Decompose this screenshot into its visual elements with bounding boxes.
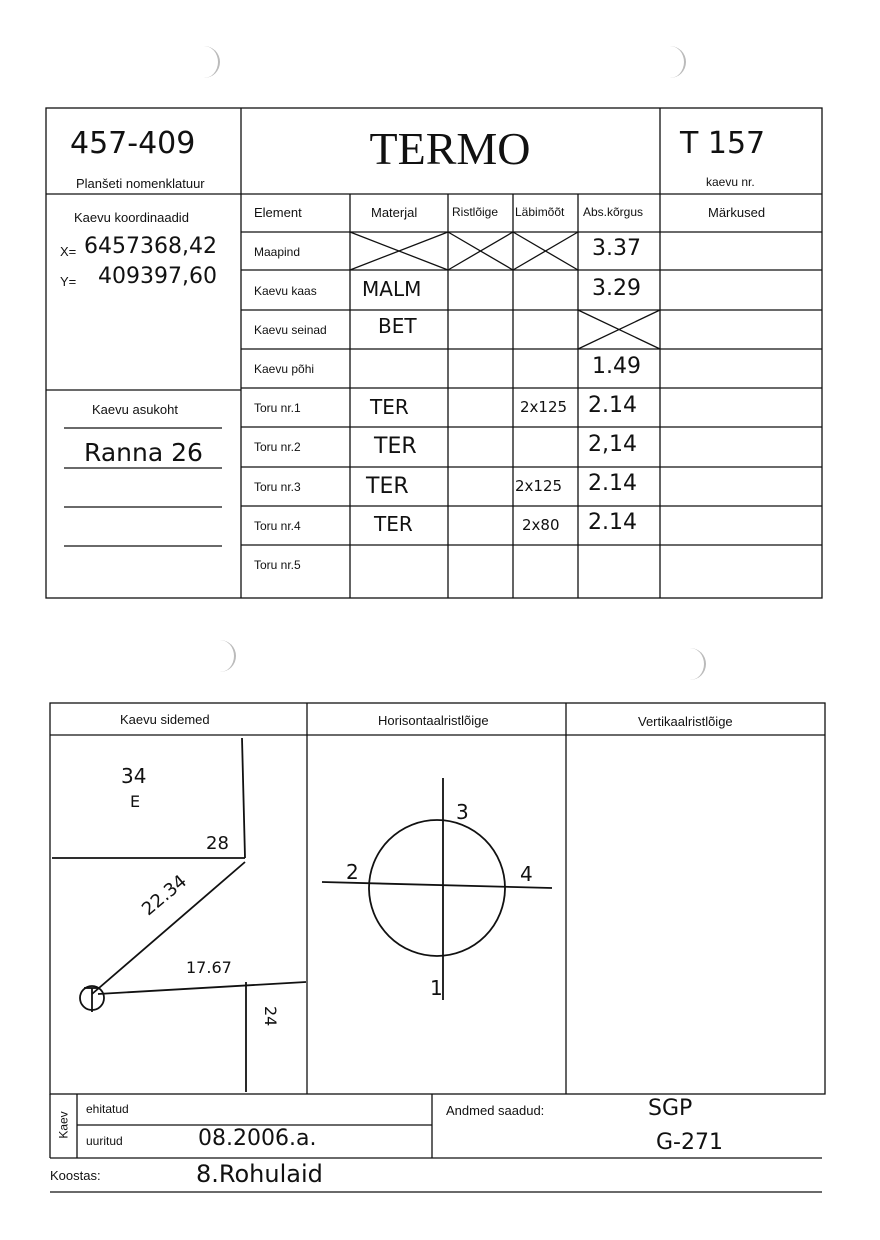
well-no-value: T 157 [680, 126, 766, 161]
horizontal-section-sketch [322, 778, 552, 1000]
row-height: 2.14 [588, 393, 637, 418]
surveyed-label: uuritud [86, 1134, 123, 1148]
row-material: TER [370, 395, 409, 419]
data-received-value-1: SGP [648, 1096, 693, 1121]
row-material: TER [366, 474, 409, 499]
row-element: Maapind [254, 245, 301, 259]
form-title: TERMO [369, 123, 531, 174]
pipe-label-3: 3 [456, 800, 469, 824]
header-section: Ristlõige [452, 205, 499, 219]
building-mark: E [130, 792, 141, 811]
pipe-label-1: 1 [430, 976, 443, 1000]
horizontal-section-header: Horisontaalristlõige [378, 713, 489, 728]
vertical-section-header: Vertikaalristlõige [638, 714, 733, 729]
header-element: Element [254, 205, 302, 220]
row-height: 1.49 [592, 354, 641, 379]
sheet-nomenclature-value: 457-409 [70, 126, 196, 161]
row-diameter: 2x125 [520, 398, 568, 416]
x-value: 6457368,42 [84, 234, 217, 259]
row-material: TER [374, 512, 413, 536]
dim-horizontal: 17.67 [186, 958, 232, 977]
well-side-label: Kaev [56, 1111, 71, 1139]
dim-diagonal: 22.34 [138, 870, 191, 921]
row-material: MALM [362, 277, 422, 301]
dim-vertical: 24 [261, 1006, 280, 1027]
links-sketch [52, 738, 306, 1092]
dim-corner: 28 [206, 833, 229, 854]
row-height: 3.29 [592, 276, 641, 301]
pipe-label-4: 4 [520, 862, 533, 886]
compiled-label: Koostas: [50, 1168, 101, 1183]
header-remarks: Märkused [708, 205, 766, 220]
row-height: 2.14 [588, 510, 637, 535]
row-diameter: 2x80 [522, 516, 560, 534]
row-element: Kaevu põhi [254, 362, 315, 376]
links-header: Kaevu sidemed [120, 712, 210, 727]
row-material: BET [378, 314, 417, 338]
well-no-label: kaevu nr. [706, 175, 755, 189]
header-height: Abs.kõrgus [583, 205, 644, 219]
header-material: Materjal [371, 205, 418, 220]
row-height: 2,14 [588, 432, 637, 457]
row-element: Toru nr.1 [254, 401, 301, 415]
row-element: Toru nr.3 [254, 480, 301, 494]
sheet-nomenclature-label: Planšeti nomenklatuur [76, 176, 205, 191]
row-element: Toru nr.4 [254, 519, 301, 533]
y-value: 409397,60 [98, 264, 217, 289]
row-material: TER [374, 434, 417, 459]
row-diameter: 2x125 [515, 477, 563, 495]
pipe-label-2: 2 [346, 860, 359, 884]
row-height: 2.14 [588, 471, 637, 496]
location-value: Ranna 26 [84, 438, 203, 467]
data-received-label: Andmed saadud: [446, 1103, 545, 1118]
built-label: ehitatud [86, 1102, 129, 1116]
y-label: Y= [60, 274, 77, 289]
building-number: 34 [121, 764, 147, 788]
row-element: Toru nr.5 [254, 558, 301, 572]
coords-label: Kaevu koordinaadid [74, 210, 189, 225]
x-label: X= [60, 244, 77, 259]
row-element: Toru nr.2 [254, 440, 301, 454]
data-received-value-2: G-271 [656, 1130, 723, 1155]
surveyed-value: 08.2006.a. [198, 1126, 317, 1151]
header-diameter: Läbimõõt [515, 205, 565, 219]
compiled-value: 8.Rohulaid [196, 1160, 323, 1188]
row-element: Kaevu kaas [254, 284, 317, 298]
row-element: Kaevu seinad [254, 323, 327, 337]
row-height: 3.37 [592, 236, 641, 261]
location-label: Kaevu asukoht [92, 402, 179, 417]
